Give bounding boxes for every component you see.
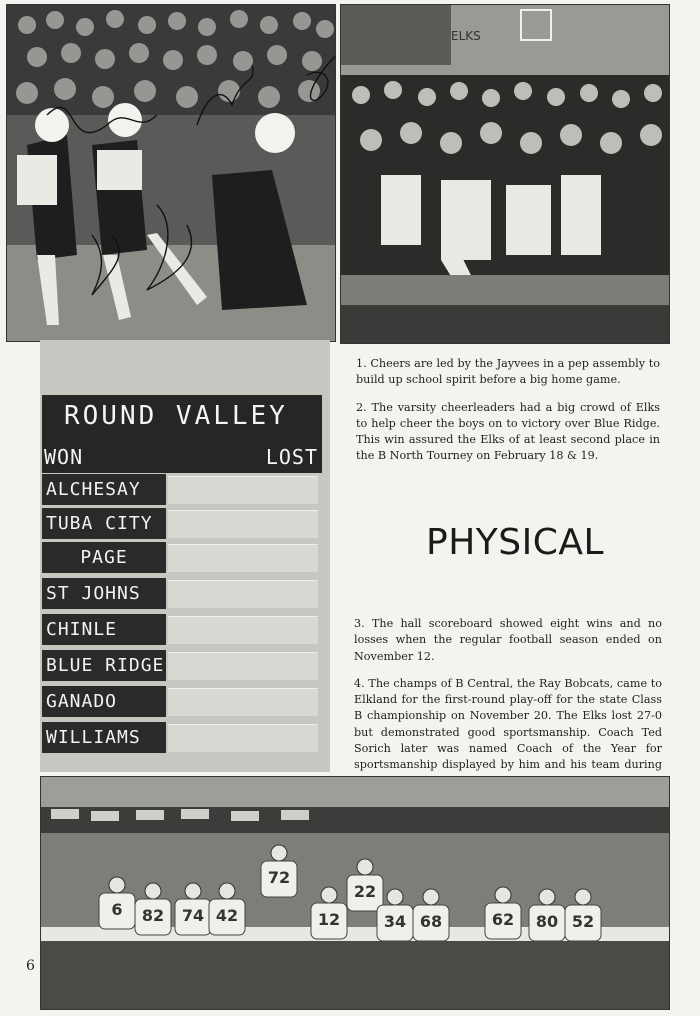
scoreboard-opponent: PAGE	[42, 542, 166, 573]
scoreboard-won-label: WON	[44, 445, 84, 469]
scoreboard-result-slot	[168, 510, 318, 538]
scoreboard-row	[42, 722, 320, 753]
scoreboard-row	[42, 542, 320, 573]
jersey-number: 80	[535, 912, 559, 931]
scoreboard-result-slot	[168, 580, 318, 608]
scoreboard-result-slot	[168, 476, 318, 504]
jersey-number: 12	[317, 910, 341, 929]
jersey-number: 82	[141, 906, 165, 925]
scoreboard-opponent: CHINLE	[42, 614, 166, 645]
jersey-number: 52	[571, 912, 595, 931]
caption-block-top	[356, 356, 660, 476]
scoreboard-result-slot	[168, 688, 318, 716]
scoreboard-opponent: ALCHESAY	[42, 474, 166, 505]
scoreboard-row	[42, 474, 320, 505]
jersey-number: 34	[383, 912, 407, 931]
jersey-number: 72	[267, 868, 291, 887]
jersey-number: 22	[353, 882, 377, 901]
scoreboard-row	[42, 508, 320, 539]
scoreboard-opponent: ST JOHNS	[42, 578, 166, 609]
caption-2: 2. The varsity cheerleaders had a big crowd of Elks to help cheer the boys on to victory over Blue Ridge. This win assured the Elks of at least second place in the B North Tourney on February 18 & 19.	[356, 400, 660, 463]
scoreboard-opponent: BLUE RIDGE	[42, 650, 166, 681]
scoreboard-result-slot	[168, 544, 318, 572]
page-number: 6	[26, 958, 35, 974]
photo-hall-scoreboard	[40, 340, 330, 772]
scoreboard-lost-label: LOST	[265, 445, 318, 469]
scoreboard-row	[42, 686, 320, 717]
scoreboard-opponent: GANADO	[42, 686, 166, 717]
photo-jayvee-cheerleaders	[6, 4, 336, 342]
scoreboard-row	[42, 614, 320, 645]
photo-football-playoff	[40, 776, 670, 1010]
scoreboard-opponent: WILLIAMS	[42, 722, 166, 753]
scoreboard-result-slot	[168, 652, 318, 680]
caption-1: 1. Cheers are led by the Jayvees in a pep assembly to build up school spirit before a big home game.	[356, 357, 660, 387]
caption-block-bottom	[354, 616, 662, 801]
scoreboard-header	[42, 395, 322, 473]
jersey-number: 6	[111, 900, 123, 919]
caption-4: 4. The champs of B Central, the Ray Bobcats, came to Elkland for the first-round play-off for the state Class B championship on November 20. The Elks lost 27-0 but demonstrated good sportsmanship. Coach Ted Sorich later was named Coach of the Year for sportsmanship displayed by him and his team during	[354, 676, 662, 772]
scoreboard-school-name: ROUND VALLEY	[64, 401, 288, 431]
jersey-number: 42	[215, 906, 239, 925]
scoreboard-row	[42, 650, 320, 681]
photo-varsity-crowd	[340, 4, 670, 344]
scoreboard-result-slot	[168, 616, 318, 644]
caption-3: 3. The hall scoreboard showed eight wins and no losses when the regular football season ended on November 12.	[354, 617, 662, 663]
section-title: PHYSICAL	[426, 522, 605, 563]
scoreboard-row	[42, 578, 320, 609]
scoreboard-opponent: TUBA CITY	[42, 508, 166, 539]
gym-sign-text: ELKS	[451, 29, 481, 43]
jersey-number: 68	[419, 912, 443, 931]
scoreboard-result-slot	[168, 724, 318, 752]
jersey-number: 62	[491, 910, 515, 929]
jersey-number: 74	[181, 906, 205, 925]
